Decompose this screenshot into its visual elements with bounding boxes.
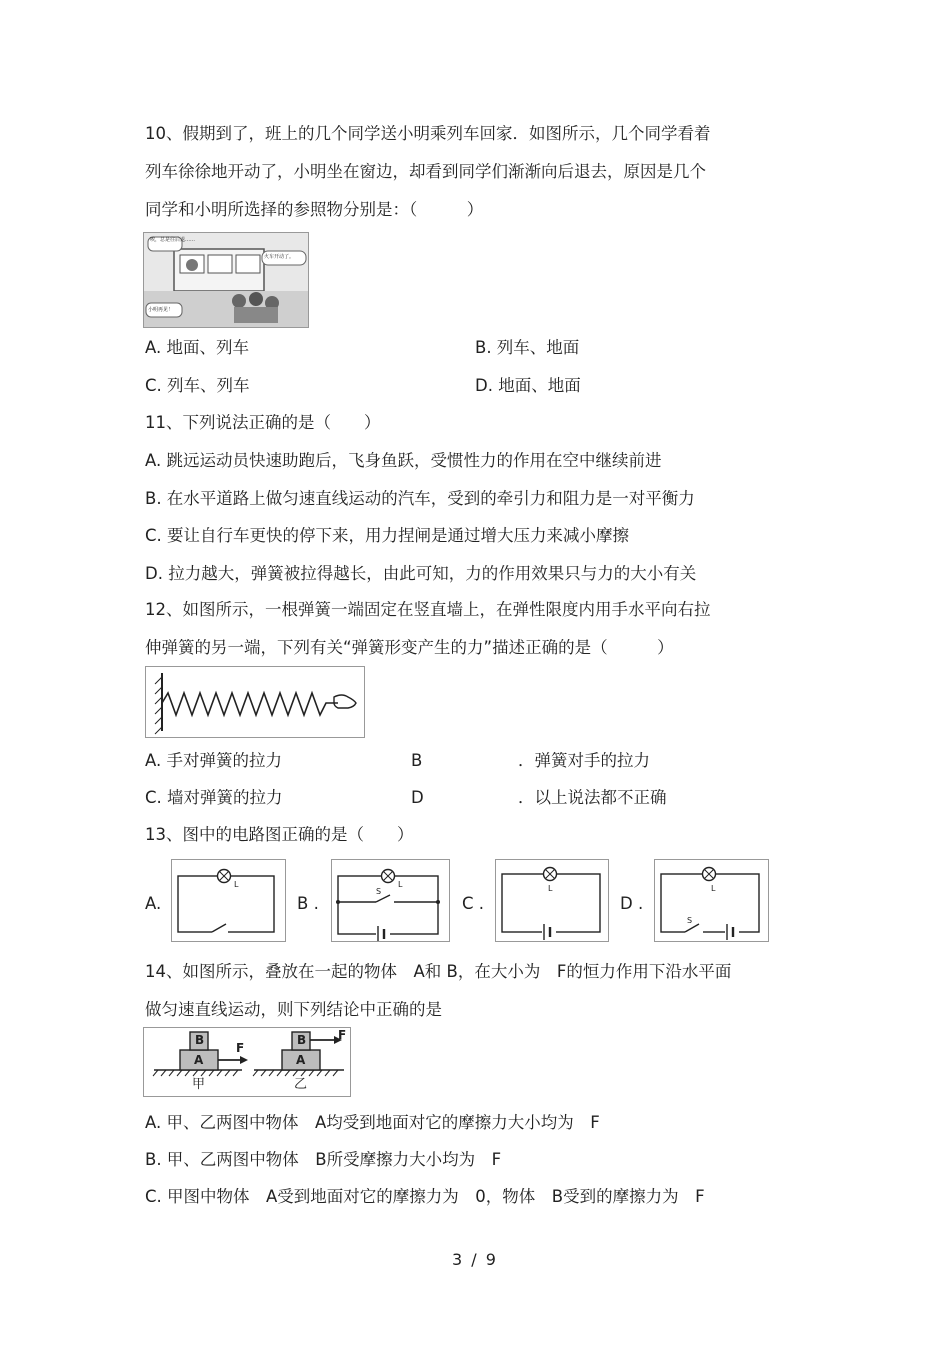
figure-label-jia: 甲	[192, 1077, 206, 1092]
q10-line-1: 10、假期到了，班上的几个同学送小明乘列车回家．如图所示，几个同学看着	[145, 124, 711, 143]
q10-option-c: C. 列车、列车	[145, 376, 250, 395]
page-number: 3 / 9	[452, 1250, 498, 1269]
q14-line-1: 14、如图所示，叠放在一起的物体 A和 B，在大小为 F的恒力作用下沿水平面	[145, 962, 732, 981]
lamp-label: L	[711, 884, 716, 893]
speech-bubble-2: 火车开动了。	[264, 254, 295, 260]
q10-option-b: B. 列车、地面	[475, 338, 580, 357]
force-label-jia: F	[236, 1041, 245, 1055]
q12-line-2: 伸弹簧的另一端，下列有关“弹簧形变产生的力”描述正确的是（ ）	[145, 638, 674, 657]
switch-label: S	[376, 887, 382, 896]
stacked-blocks-figure	[143, 1027, 351, 1097]
q14-option-b: B. 甲、乙两图中物体 B所受摩擦力大小均为 F	[145, 1150, 502, 1169]
q13-stem: 13、图中的电路图正确的是（ ）	[145, 825, 414, 844]
lamp-label: L	[234, 880, 239, 889]
block-b-label-jia: B	[195, 1033, 205, 1047]
q14-option-c: C. 甲图中物体 A受到地面对它的摩擦力为 0，物体 B受到的摩擦力为 F	[145, 1187, 705, 1206]
spring-wall-figure	[145, 666, 365, 738]
q12-option-d-text: ．以上说法都不正确	[518, 788, 667, 807]
force-label-yi: F	[338, 1028, 347, 1042]
figure-label-yi: 乙	[294, 1077, 308, 1092]
circuit-c	[495, 859, 609, 942]
q14-line-2: 做匀速直线运动，则下列结论中正确的是	[145, 1000, 442, 1019]
speech-bubble-1: 唉，总是往后退……	[150, 237, 196, 243]
q12-option-a: A. 手对弹簧的拉力	[145, 751, 282, 770]
q12-line-1: 12、如图所示，一根弹簧一端固定在竖直墙上，在弹性限度内用手水平向右拉	[145, 600, 711, 619]
q12-option-c: C. 墙对弹簧的拉力	[145, 788, 283, 807]
speech-bubble-3: 小明再见！	[148, 307, 174, 313]
q11-stem: 11、下列说法正确的是（ ）	[145, 413, 381, 432]
q11-option-d: D. 拉力越大，弹簧被拉得越长，由此可知，力的作用效果只与力的大小有关	[145, 564, 697, 583]
q10-option-d: D. 地面、地面	[475, 376, 581, 395]
lamp-label: L	[548, 884, 553, 893]
q10-line-3: 同学和小明所选择的参照物分别是：（ ）	[145, 200, 484, 219]
q13-label-a: A.	[145, 894, 162, 913]
circuit-a	[171, 859, 286, 942]
block-a-label-jia: A	[194, 1053, 204, 1067]
block-b-label-yi: B	[297, 1033, 307, 1047]
q11-option-b: B. 在水平道路上做匀速直线运动的汽车，受到的牵引力和阻力是一对平衡力	[145, 489, 695, 508]
q10-option-a: A. 地面、列车	[145, 338, 249, 357]
lamp-label: L	[398, 880, 403, 889]
q11-option-c: C. 要让自行车更快的停下来，用力捏闸是通过增大压力来减小摩擦	[145, 526, 630, 545]
q13-label-b: B .	[297, 894, 319, 913]
switch-label: S	[687, 916, 693, 925]
q10-line-2: 列车徐徐地开动了，小明坐在窗边，却看到同学们渐渐向后退去，原因是几个	[145, 162, 706, 181]
q12-option-d-letter: D	[411, 788, 424, 807]
circuit-b	[331, 859, 450, 942]
q13-label-c: C .	[462, 894, 485, 913]
q12-option-b-letter: B	[411, 751, 423, 770]
q12-option-b-text: ．弹簧对手的拉力	[518, 751, 650, 770]
q13-label-d: D .	[620, 894, 644, 913]
q11-option-a: A. 跳远运动员快速助跑后，飞身鱼跃，受惯性力的作用在空中继续前进	[145, 451, 662, 470]
block-a-label-yi: A	[296, 1053, 306, 1067]
train-station-illustration	[143, 232, 309, 328]
circuit-d	[654, 859, 769, 942]
q14-option-a: A. 甲、乙两图中物体 A均受到地面对它的摩擦力大小均为 F	[145, 1113, 600, 1132]
